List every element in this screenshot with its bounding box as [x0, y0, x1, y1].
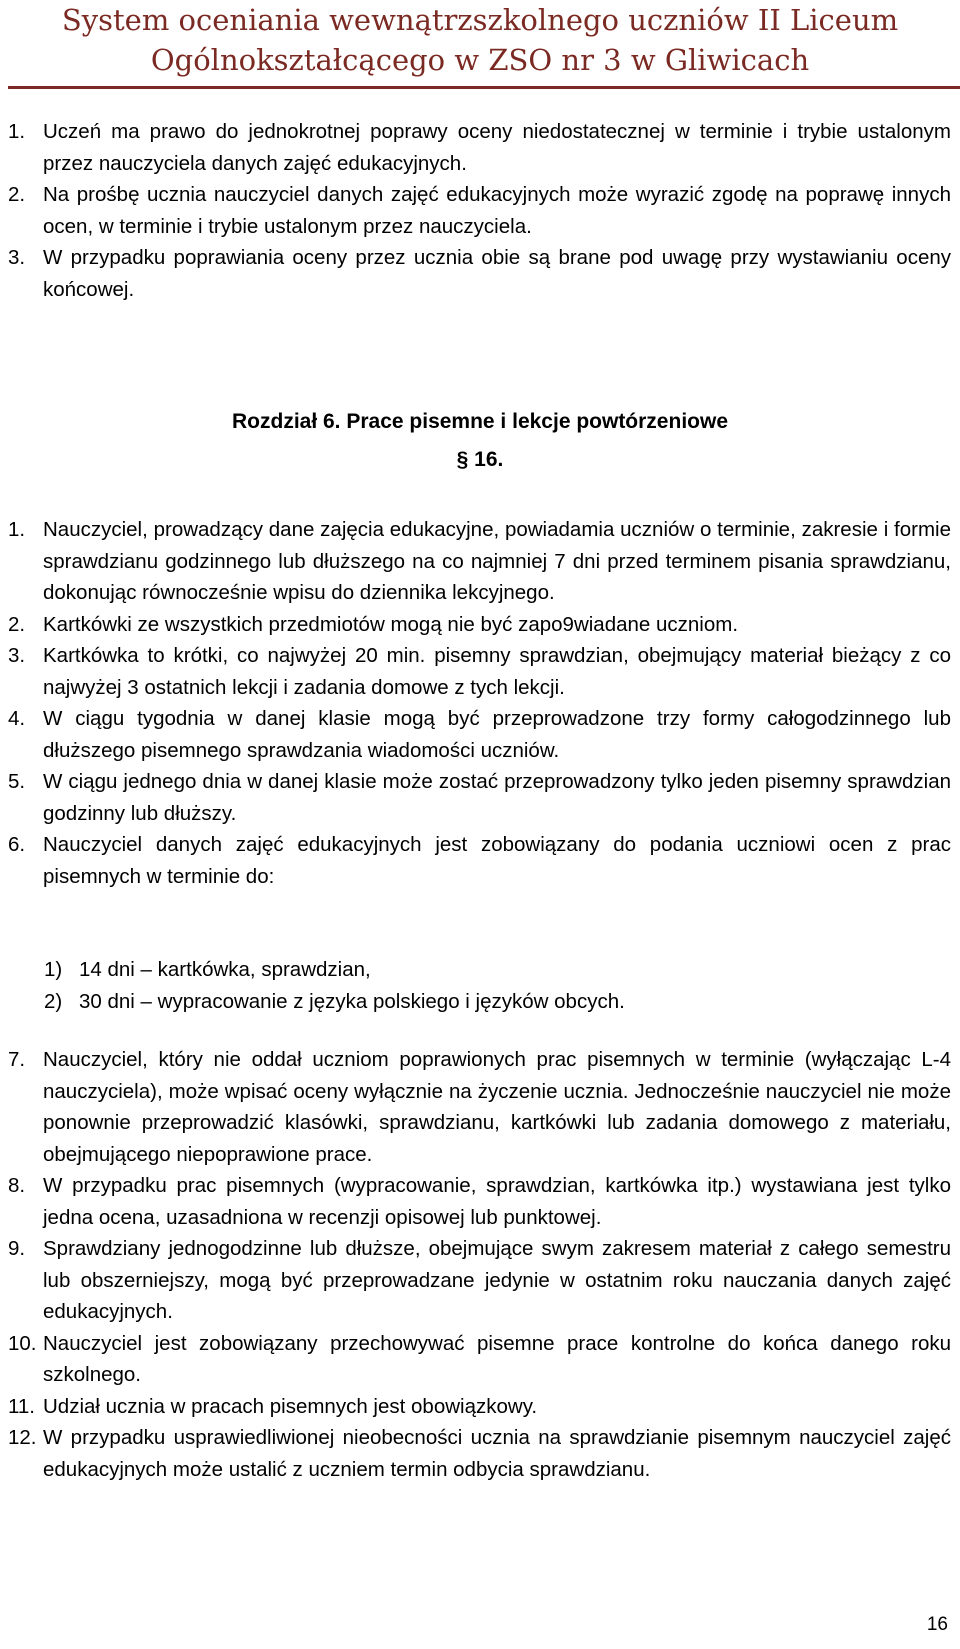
list-item-text: Uczeń ma prawo do jednokrotnej poprawy oceny niedostatecznej w terminie i trybie ustalonym przez nauczyciela danych zajęć edukacyjnych.	[43, 120, 951, 175]
list-item	[8, 1170, 951, 1233]
list-item	[8, 1328, 951, 1391]
list-item	[8, 829, 951, 892]
header-line-2: Ogólnokształcącego w ZSO nr 3 w Gliwicach	[150, 43, 810, 77]
list-item-text: Nauczyciel, prowadzący dane zajęcia edukacyjne, powiadamia uczniów o terminie, zakresie i formie sprawdzianu godzinnego lub dłuższego na co najmniej 7 dni przed terminem pisania sprawdzianu, dokonując równocześnie wpisu do dziennika lekcyjnego.	[43, 518, 951, 604]
list-item-number: 4.	[8, 707, 26, 730]
list-item	[44, 986, 951, 1018]
list-item	[8, 514, 951, 609]
list-item-number: 2)	[44, 989, 63, 1013]
document-header	[0, 0, 960, 80]
list-item	[8, 1233, 951, 1328]
list-item	[8, 766, 951, 829]
list-item-number: 3.	[8, 246, 26, 269]
list-prace-pisemne	[8, 514, 951, 892]
list-item-text: W przypadku prac pisemnych (wypracowanie, sprawdzian, kartkówka itp.) wystawiana jest tylko jedna ocena, uzasadniona w recenzji opisowej lub punktowej.	[43, 1174, 951, 1229]
list-item-text: Nauczyciel danych zajęć edukacyjnych jest zobowiązany do podania uczniowi ocen z prac pisemnych w terminie do:	[43, 833, 951, 888]
list-item	[8, 1044, 951, 1170]
list-item-number: 11.	[8, 1394, 35, 1418]
list-item-number: 1.	[8, 518, 26, 541]
list-item	[8, 1422, 951, 1485]
list-item-text: Udział ucznia w pracach pisemnych jest obowiązkowy.	[43, 1394, 538, 1418]
list-item	[8, 640, 951, 703]
list-item-number: 6.	[8, 833, 26, 856]
list-prace-pisemne-cd	[8, 1044, 951, 1485]
list-item	[8, 1391, 951, 1423]
list-item-text: Na prośbę ucznia nauczyciel danych zajęć edukacyjnych może wyrazić zgodę na poprawę innych ocen, w terminie i trybie ustalonym przez nauczyciela.	[43, 183, 951, 238]
list-item-text: Nauczyciel jest zobowiązany przechowywać pisemne prace kontrolne do końca danego roku szkolnego.	[43, 1331, 951, 1386]
list-item	[8, 116, 951, 179]
list-poprawa	[8, 116, 951, 305]
paragraph-number: § 16.	[456, 448, 504, 471]
list-item-number: 3.	[8, 644, 26, 667]
list-item-text: 14 dni – kartkówka, sprawdzian,	[79, 958, 371, 981]
list-item-number: 7.	[8, 1048, 26, 1071]
list-terminy	[8, 954, 951, 1017]
list-item-text: W przypadku poprawiania oceny przez ucznia obie są brane pod uwagę przy wystawianiu oceny końcowej.	[43, 246, 951, 301]
list-item-number: 2.	[8, 183, 26, 206]
list-item-text: W przypadku usprawiedliwionej nieobecności ucznia na sprawdzianie pisemnym nauczyciel zajęć edukacyjnych może ustalić z uczniem termin odbycia sprawdzianu.	[43, 1426, 951, 1481]
list-item	[8, 242, 951, 305]
list-item-number: 5.	[8, 770, 26, 793]
header-line-1: System oceniania wewnątrzszkolnego uczniów II Liceum	[61, 3, 899, 37]
list-item	[8, 703, 951, 766]
page-number: 16	[926, 1614, 948, 1635]
list-item-text: Kartkówki ze wszystkich przedmiotów mogą nie być zapo9wiadane uczniom.	[43, 612, 739, 636]
list-item-text: W ciągu tygodnia w danej klasie mogą być przeprowadzone trzy formy całogodzinnego lub dłuższego pisemnego sprawdzania wiadomości uczniów.	[43, 707, 951, 762]
list-item	[8, 179, 951, 242]
list-item-text: W ciągu jednego dnia w danej klasie może zostać przeprowadzony tylko jeden pisemny sprawdzian godzinny lub dłuższy.	[43, 770, 951, 825]
list-item-text: 30 dni – wypracowanie z języka polskiego i języków obcych.	[79, 989, 625, 1013]
list-item-number: 1.	[8, 120, 26, 143]
list-item-number: 1)	[44, 958, 63, 981]
list-item-text: Nauczyciel, który nie oddał uczniom poprawionych prac pisemnych w terminie (wyłączając L-4 nauczyciela), może wpisać oceny wyłącznie na życzenie ucznia. Jednocześnie nauczyciel nie może ponownie przeprowadzić klasówki, sprawdzianu, kartkówki lub zadania domowego z materiału, obejmującego niepoprawione prace.	[43, 1048, 951, 1166]
header-rule	[8, 86, 960, 89]
list-item-number: 10.	[8, 1331, 37, 1355]
list-item-text: Sprawdziany jednogodzinne lub dłuższe, obejmujące swym zakresem materiał z całego semestru lub obszerniejszy, mogą być przeprowadzane jedynie w ostatnim roku nauczania danych zajęć edukacyjnych.	[43, 1237, 951, 1323]
chapter-title: Rozdział 6. Prace pisemne i lekcje powtórzeniowe	[232, 410, 728, 433]
list-item	[44, 954, 951, 986]
list-item-number: 9.	[8, 1237, 26, 1260]
list-item	[8, 609, 951, 641]
list-item-number: 12.	[8, 1426, 37, 1449]
list-item-number: 8.	[8, 1174, 26, 1197]
list-item-number: 2.	[8, 612, 26, 636]
list-item-text: Kartkówka to krótki, co najwyżej 20 min. pisemny sprawdzian, obejmujący materiał bieżący z co najwyżej 3 ostatnich lekcji i zadania domowe z tych lekcji.	[43, 644, 951, 699]
